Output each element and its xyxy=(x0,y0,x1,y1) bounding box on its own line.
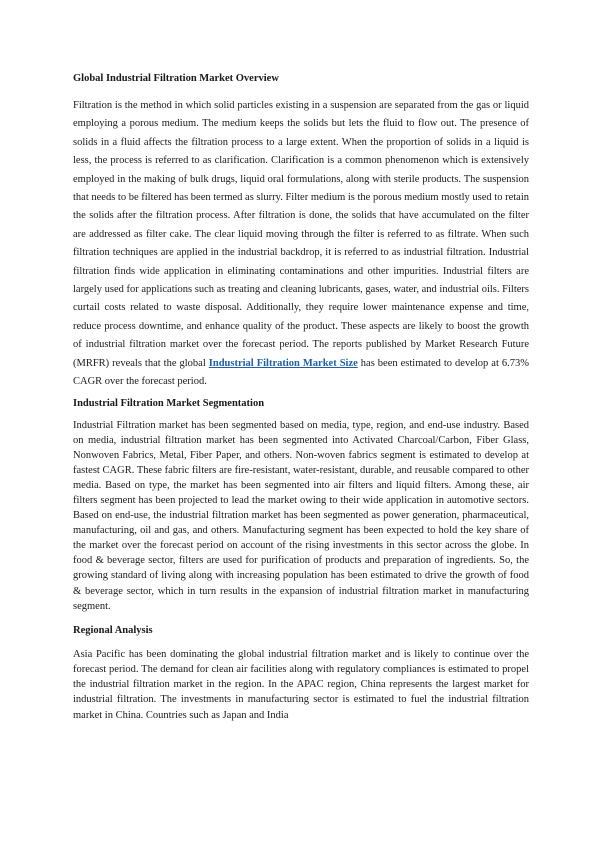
overview-paragraph xyxy=(73,97,529,392)
regional-analysis-paragraph: Asia Pacific has been dominating the global industrial filtration market and is likely to continue over the forecast period. The demand for clean air facilities along with regulatory compliances is estimated to propel the industrial filtration market in the region. In the APAC region, China represents the largest market for industrial filtration. The investments in manufacturing sector is estimated to fuel the industrial filtration market in China. Countries such as Japan and India xyxy=(73,648,529,721)
document-body xyxy=(73,72,529,723)
section-heading-segmentation: Industrial Filtration Market Segmentation xyxy=(73,397,265,409)
market-size-link[interactable]: Industrial Filtration Market Size xyxy=(208,357,358,369)
section-heading-regional-analysis: Regional Analysis xyxy=(73,624,153,636)
segmentation-paragraph: Industrial Filtration market has been segmented based on media, type, region, and end-use industry. Based on media, industrial filtration market has been segmented into Activated Charcoal/Carbon, Fiber Glass, Nonwoven Fabrics, Metal, Fiber Paper, and others. Non-woven fabrics segment is estimated to develop at fastest CAGR. These fabric filters are fire-resistant, water-resistant, durable, and reusable compared to other media. Based on type, the market has been segmented into air filters and liquid filters. Among these, air filters segment has been projected to lead the market owing to their wide application in automotive sectors. Based on end-use, the industrial filtration market has been segmented as power generation, pharmaceutical, manufacturing, oil and gas, and others. Manufacturing segment has been expected to hold the key share of the market over the forecast period on account of the rising investments in this sector across the globe. In food & beverage sector, filters are used for purification of products and preparation of ingredients. So, the growing standard of living along with increasing population has been estimated to drive the growth of food & beverage sector, which in turn results in the expansion of industrial filtration market in manufacturing segment. xyxy=(73,419,529,612)
overview-text-after-link: has been estimated to develop at 6.73% CAGR over the forecast period. xyxy=(73,357,529,388)
overview-text-before-link: Filtration is the method in which solid particles existing in a suspension are separated from the gas or liquid employing a porous medium. The medium keeps the solids but lets the fluid to flow out. The presence of solids in a fluid affects the filtration process to a large extent. When the proportion of solids in a liquid is less, the process is referred to as clarification. Clarification is a common phenomenon which is extensively employed in the making of bulk drugs, liquid oral formulations, along with sterile products. The suspension that needs to be filtered has been termed as slurry. Filter medium is the porous medium mostly used to retain the solids after the filtration process. After filtration is done, the solids that have accumulated on the filter are addressed as filter cake. The clear liquid moving through the filter is referred to as filtrate. When such filtration techniques are applied in the industrial backdrop, it is referred to as industrial filtration. Industrial filtration finds wide application in eliminating contaminations and other impurities. Industrial filters are largely used for applications such as treating and cleaning lubricants, gases, water, and industrial oils. Filters curtail costs related to waste disposal. Additionally, they require lower maintenance expense and time, reduce process downtime, and enhance quality of the product. These aspects are likely to boost the growth of industrial filtration market over the forecast period. The reports published by Market Research Future (MRFR) reveals that the global xyxy=(73,100,529,369)
section-heading-overview: Global Industrial Filtration Market Overview xyxy=(73,73,279,84)
